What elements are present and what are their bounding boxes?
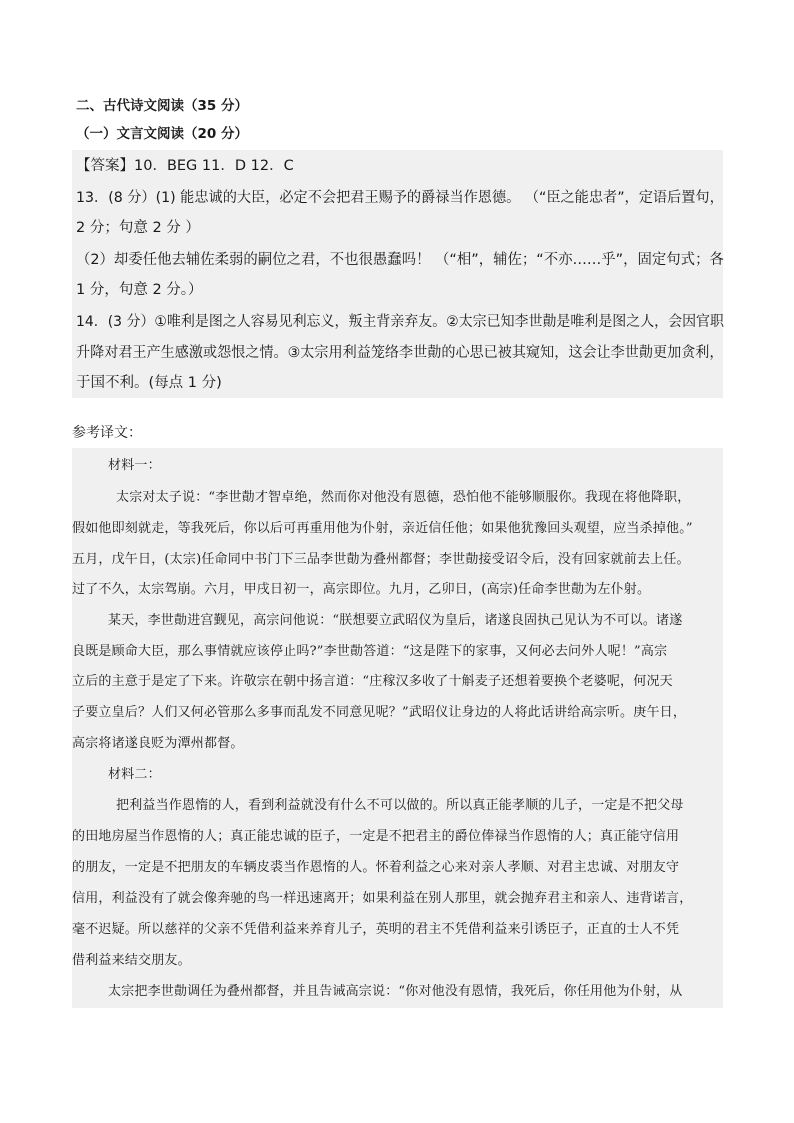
answer-line: 升降对君王产生感激或怨恨之情。③太宗用利益笼络李世勣的心思已被其窥知，这会让李世勣更加贪利，: [76, 345, 724, 361]
translation-line: 某天，李世勣进宫觐见，高宗问他说：“朕想要立武昭仪为皇后，诸遂良固执己见认为不可以。诸遂: [108, 613, 683, 628]
translation-line: 良既是顾命大臣，那么事情就应该停止吗?”李世勣答道：“这是陛下的家事，又何必去问外人呢！”高宗: [72, 644, 668, 659]
reference-label: 参考译文：: [72, 425, 142, 441]
translation-line: 借利益来结交朋友。: [72, 953, 191, 968]
answer-line: 【答案】10．BEG 11．D 12．C: [76, 158, 294, 174]
answer-line: 13．(8 分）(1) 能忠诚的大臣，必定不会把君王赐予的爵禄当作恩德。 （“臣之能忠者”，定语后置句，: [76, 190, 724, 206]
translation-line: 太宗把李世勣调任为叠州都督，并且告诫高宗说：“你对他没有恩情，我死后，你任用他为仆射，从: [108, 984, 683, 999]
answer-line: 2 分；句意 2 分 ）: [76, 220, 200, 236]
translation-line: 子要立皇后？人们又何必管那么多事而乱发不同意见呢？”武昭仪让身边的人将此话讲给高宗听。庚午日，: [72, 705, 687, 720]
translation-line: 立后的主意于是定了下来。许敬宗在朝中扬言道：“庄稼汉多收了十斛麦子还想着要换个老婆呢，何况天: [72, 674, 673, 689]
translation-line: 材料二：: [108, 767, 161, 782]
answer-line: 1 分，句意 2 分。）: [76, 282, 203, 298]
answer-line: 于国不利。(每点 1 分): [76, 375, 222, 391]
translation-line: 高宗将诸遂良贬为潭州都督。: [72, 736, 244, 751]
translation-line: 假如他即刻就走，等我死后，你以后可再重用他为仆射，亲近信任他；如果他犹豫回头观望，应当杀掉他。”: [72, 521, 693, 536]
translation-line: 太宗对太子说：“李世勣才智卓绝，然而你对他没有恩德，恐怕他不能够顺服你。我现在将他降职，: [116, 490, 691, 505]
translation-line: 的田地房屋当作恩惰的人；真正能忠诚的臣子，一定是不把君主的爵位俸禄当作恩惰的人；真正能守信用: [72, 829, 680, 844]
translation-line: 信用，利益没有了就会像奔驰的鸟一样迅速离开；如果利益在别人那里，就会抛弃君主和亲人、违背诺言，: [72, 891, 693, 906]
translation-line: 毫不迟疑。所以慈祥的父亲不凭借利益来养育儿子，英明的君主不凭借利益来引诱臣子，正直的士人不凭: [72, 922, 680, 937]
translation-line: 五月，戊午日，(太宗)任命同中书门下三品李世勣为叠州都督；李世勣接受诏令后，没有回家就前去上任。: [72, 552, 690, 567]
translation-line: 把利益当作恩惰的人，看到利益就没有什么不可以做的。所以真正能孝顺的儿子，一定是不把父母: [116, 798, 684, 813]
translation-line: 材料一：: [108, 458, 161, 473]
subsection-heading: （一）文言文阅读（20 分）: [76, 126, 248, 142]
translation-line: 过了不久，太宗驾崩。六月，甲戌日初一，高宗即位。九月，乙卯日，(高宗)任命李世勣为左仆射。: [72, 582, 651, 597]
answer-line: 14．(3 分）①唯利是图之人容易见利忘义，叛主背亲弃友。②太宗已知李世勣是唯利是图之人，会因官职: [76, 314, 724, 330]
translation-line: 的朋友，一定是不把朋友的车辆皮裘当作恩惰的人。怀着利益之心来对亲人孝顺、对君主忠诚、对朋友守: [72, 860, 680, 875]
answer-line: （2）却委任他去辅佐柔弱的嗣位之君，不也很愚蠢吗！ （“相”，辅佐；“不亦……乎”，固定句式；各: [76, 252, 724, 268]
section-heading: 二、古代诗文阅读（35 分）: [76, 98, 248, 114]
